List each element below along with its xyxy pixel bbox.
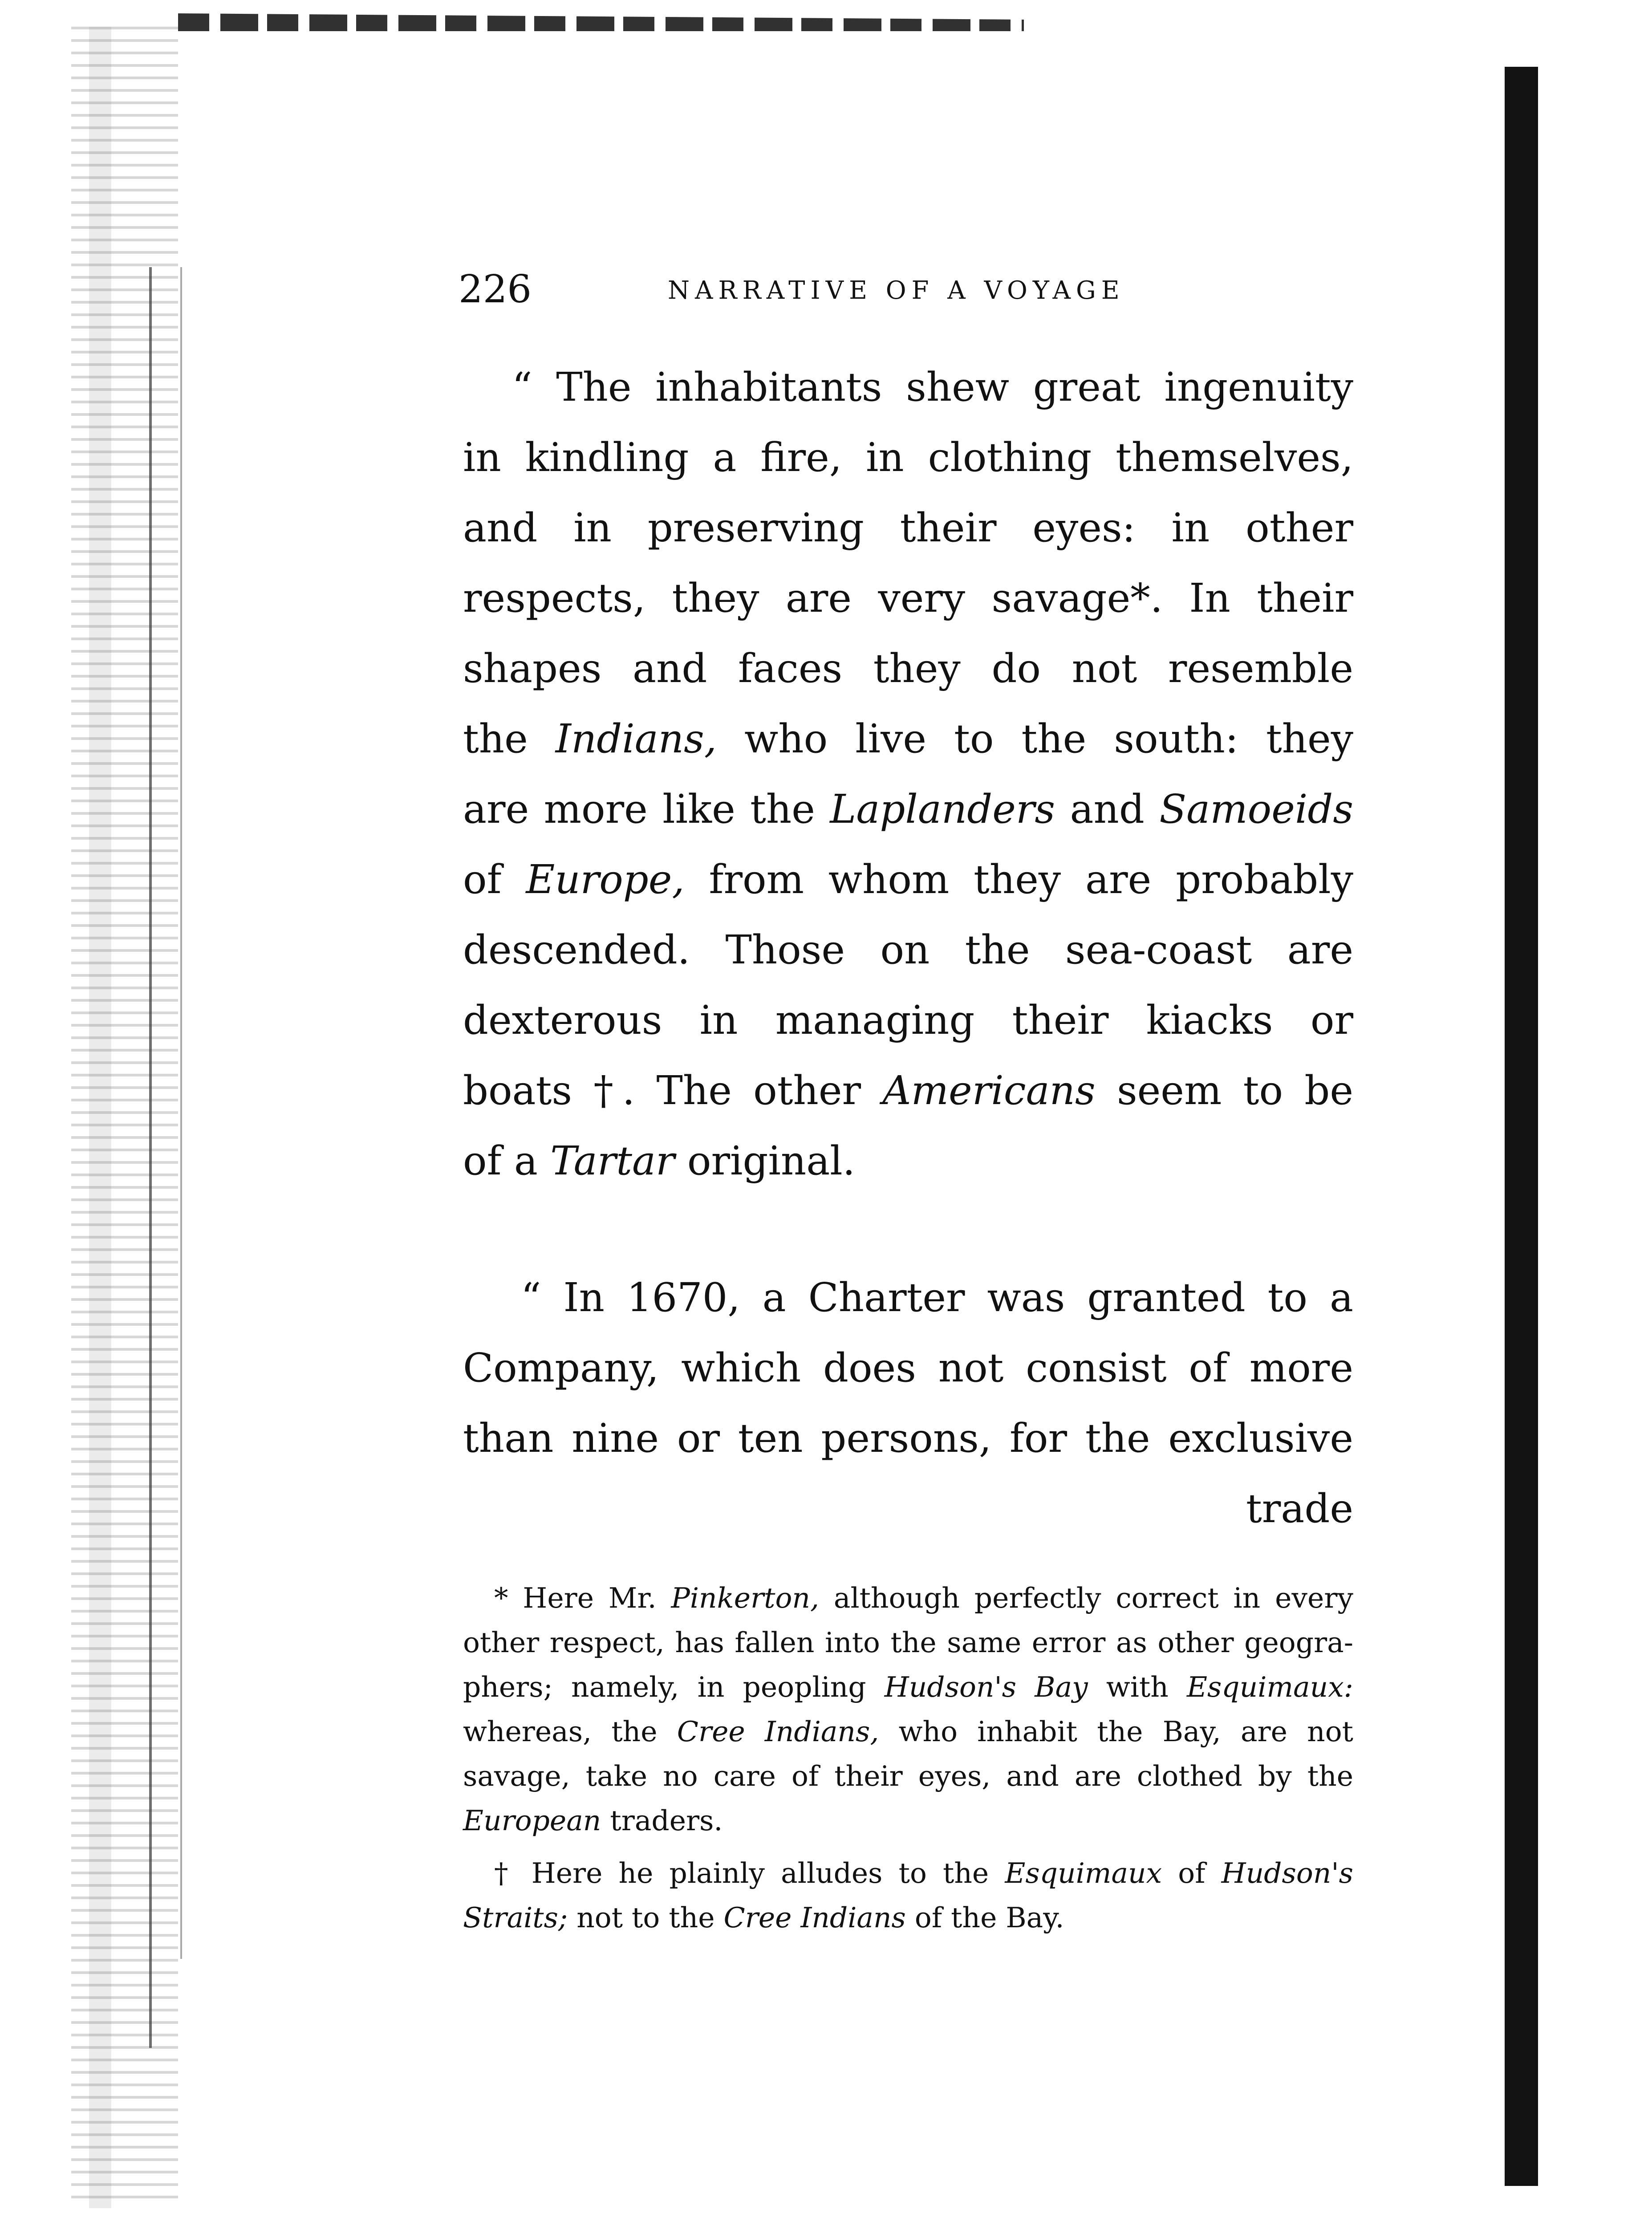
italic-term: Tartar bbox=[550, 1137, 675, 1184]
footnote-gap bbox=[463, 1843, 1353, 1851]
catchword: trade bbox=[1246, 1485, 1353, 1531]
text-line: “ The inhabitants shew great ingenuity bbox=[512, 364, 1353, 410]
text-line: than nine or ten persons, for the exclusive bbox=[463, 1415, 1353, 1461]
text-line: of Europe, from whom they are probably bbox=[463, 856, 1353, 902]
text-line: respects, they are very savage*. In their bbox=[463, 575, 1353, 621]
text-line: and in preserving their eyes: in other bbox=[463, 504, 1353, 551]
italic-term: Indians, bbox=[555, 715, 717, 762]
footnote-1-line: whereas, the Cree Indians, who inhabit the Bay, are not bbox=[463, 1715, 1354, 1748]
text-line: are more like the Laplanders and Samoeids bbox=[463, 786, 1353, 832]
text-line: dexterous in managing their kiacks or bbox=[463, 997, 1353, 1043]
text-line: in kindling a fire, in clothing themselves, bbox=[463, 434, 1353, 480]
text-line: “ In 1670, a Charter was granted to a bbox=[521, 1274, 1353, 1320]
paragraph-1 bbox=[463, 352, 1353, 1196]
italic-term: Samoeids bbox=[1159, 786, 1353, 832]
footnote-1-line: * Here Mr. Pinkerton, although perfectly correct in every bbox=[494, 1582, 1353, 1614]
text-line: Company, which does not consist of more bbox=[463, 1345, 1353, 1391]
italic-term: Laplanders bbox=[830, 786, 1055, 832]
footnotes bbox=[463, 1576, 1353, 1940]
text-line: the Indians, who live to the south: they bbox=[463, 715, 1353, 762]
text-line: shapes and faces they do not resemble bbox=[463, 645, 1353, 691]
running-head: NARRATIVE OF A VOYAGE bbox=[668, 276, 1125, 305]
footnote-1-line: European traders. bbox=[463, 1804, 723, 1837]
binding-edge-line-inner bbox=[180, 267, 182, 1959]
footnote-2-line: Straits; not to the Cree Indians of the Bay. bbox=[463, 1901, 1064, 1934]
text-line: of a Tartar original. bbox=[463, 1137, 856, 1184]
page-header bbox=[459, 267, 1349, 321]
italic-term: Americans bbox=[882, 1067, 1096, 1113]
footnote-2-line: † Here he plainly alludes to the Esquimaux of Hudson's bbox=[494, 1857, 1353, 1889]
footnote-1-line: other respect, has fallen into the same error as other geogra- bbox=[463, 1626, 1353, 1659]
scan-right-edge bbox=[1505, 67, 1538, 2186]
scan-edge-artifact bbox=[178, 13, 1024, 31]
paragraph-2 bbox=[463, 1262, 1353, 1544]
footnote-1-line: savage, take no care of their eyes, and are clothed by the bbox=[463, 1760, 1353, 1792]
binding-edge-line bbox=[149, 267, 152, 2048]
footnote-1-line: phers; namely, in peopling Hudson's Bay with Esquimaux: bbox=[463, 1671, 1353, 1703]
binding-shadow bbox=[71, 27, 178, 2208]
page-number: 226 bbox=[459, 267, 532, 312]
italic-term: Europe, bbox=[526, 856, 685, 902]
text-line: boats †. The other Americans seem to be bbox=[463, 1067, 1353, 1113]
text-line: descended. Those on the sea-coast are bbox=[463, 926, 1353, 973]
